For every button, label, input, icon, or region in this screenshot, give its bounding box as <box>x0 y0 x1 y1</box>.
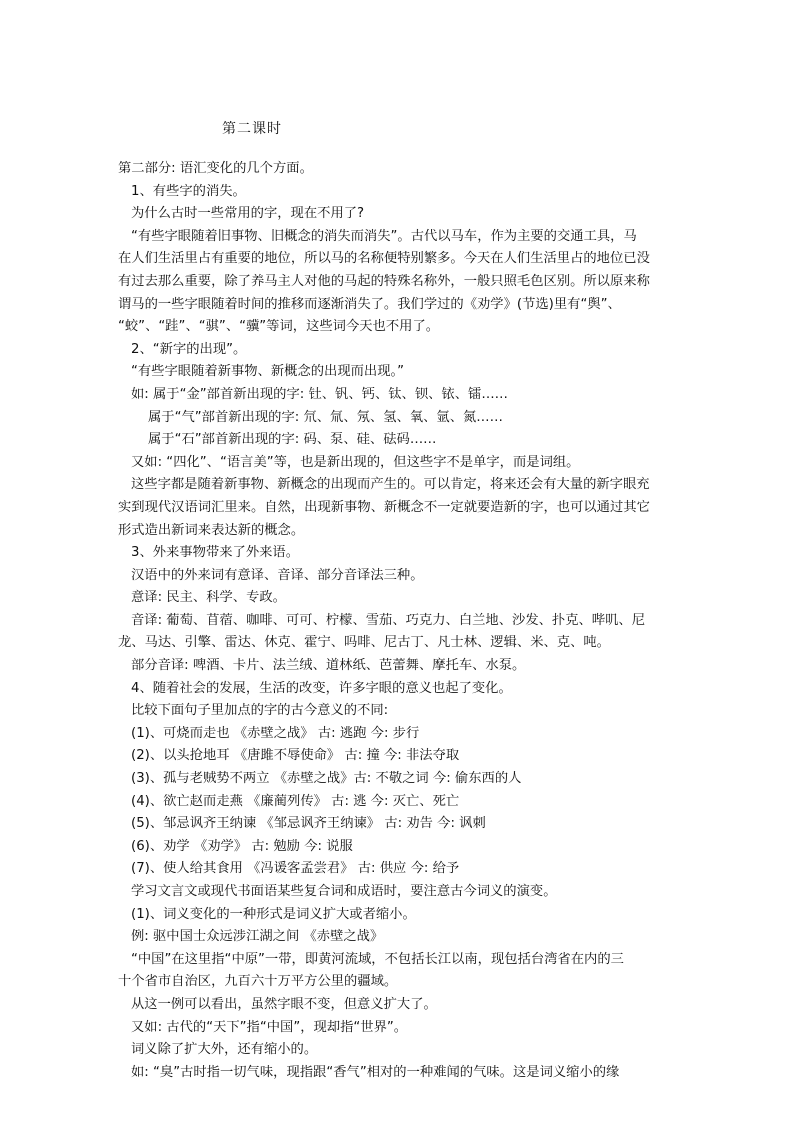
text-line: 谓马的一些字眼随着时间的推移而逐渐消失了。我们学过的《劝学》(节选)里有“舆”、 <box>118 296 621 312</box>
text-line: 这些字都是随着新事物、新概念的出现而产生的。可以肯定，将来还会有大量的新字眼充 <box>131 477 650 493</box>
text-line: 如: “臭”古时指一切气味，现指跟“香气”相对的一种难闻的气味。这是词义缩小的缘 <box>131 1064 620 1080</box>
text-line: “有些字眼随着新事物、新概念的出现而出现。” <box>131 364 405 380</box>
text-line: 从这一例可以看出，虽然字眼不变，但意义扩大了。 <box>131 996 437 1012</box>
text-line: (7)、使人给其食用 《冯谖客孟尝君》 古: 供应 今: 给予 <box>131 861 460 877</box>
text-line: “有些字眼随着旧事物、旧概念的消失而消失”。古代以马车，作为主要的交通工具，马 <box>131 228 637 244</box>
text-line: (4)、欲亡赵而走燕 《廉蔺列传》 古: 逃 今: 灭亡、死亡 <box>131 793 460 809</box>
text-line: 第二部分: 语汇变化的几个方面。 <box>118 161 313 176</box>
text-line: 实到现代汉语词汇里来。自然，出现新事物、新概念不一定就要造新的字，也可以通过其它 <box>118 499 650 515</box>
text-line: 形式造出新词来表达新的概念。 <box>118 522 305 538</box>
text-line: (1)、词义变化的一种形式是词义扩大或者缩小。 <box>131 906 416 922</box>
page-title: 第二课时 <box>222 121 282 137</box>
text-line: 为什么古时一些常用的字，现在不用了? <box>131 206 365 222</box>
document-body <box>118 158 678 1084</box>
text-line: 又如: “四化”、“语言美”等，也是新出现的，但这些字不是单字，而是词组。 <box>131 454 580 470</box>
text-line: 十个省市自治区，九百六十万平方公里的疆域。 <box>118 974 398 990</box>
text-line: (5)、邹忌讽齐王纳谏 《邹忌讽齐王纳谏》 古: 劝告 今: 讽刺 <box>131 816 486 832</box>
text-line: 2、“新字的出现”。 <box>131 341 247 357</box>
text-line: 意译: 民主、科学、专政。 <box>131 590 286 606</box>
text-line: “蛟”、“跬”、“骐”、“骥”等词，这些词今天也不用了。 <box>118 319 440 335</box>
text-line: “中国”在这里指“中原”一带，即黄河流域，不包括长江以南，现包括台湾省在内的三 <box>131 951 624 967</box>
text-line: (6)、劝学 《劝学》 古: 勉励 今: 说服 <box>131 838 353 854</box>
text-line: 1、有些字的消失。 <box>131 183 246 199</box>
text-line: (2)、以头抢地耳 《唐雎不辱使命》 古: 撞 今: 非法夺取 <box>131 748 460 764</box>
text-line: 例: 驱中国士众远涉江湖之间 《赤壁之战》 <box>131 929 384 945</box>
text-line: 学习文言文或现代书面语某些复合词和成语时，要注意古今词义的演变。 <box>131 884 557 899</box>
text-line: (1)、可烧而走也 《赤壁之战》 古: 逃跑 今: 步行 <box>131 725 420 741</box>
text-line: 词义除了扩大外，还有缩小的。 <box>131 1042 318 1058</box>
text-line: 3、外来事物带来了外来语。 <box>131 545 300 561</box>
text-line: 又如: 古代的“天下”指“中国”，现却指“世界”。 <box>131 1019 408 1035</box>
text-line: 属于“石”部首新出现的字: 码、泵、硅、砝码…… <box>148 432 437 448</box>
text-line: 有过去那么重要，除了养马主人对他的马起的特殊名称外，一般只照毛色区别。所以原来称 <box>118 273 650 289</box>
text-line: 4、随着社会的发展，生活的改变，许多字眼的意义也起了变化。 <box>131 680 512 696</box>
text-line: (3)、孤与老贼势不两立 《赤壁之战》古: 不敬之词 今: 偷东西的人 <box>131 771 522 787</box>
text-line: 比较下面句子里加点的字的古今意义的不同: <box>131 703 389 719</box>
text-line: 汉语中的外来词有意译、音译、部分音译法三种。 <box>131 567 424 583</box>
text-line: 音译: 葡萄、苜蓿、咖啡、可可、柠檬、雪茄、巧克力、白兰地、沙发、扑克、哔叽、尼 <box>131 612 645 628</box>
text-line: 部分音译: 啤酒、卡片、法兰绒、道林纸、芭蕾舞、摩托车、水泵。 <box>131 658 526 674</box>
text-line: 如: 属于“金”部首新出现的字: 钍、钒、钙、钛、钡、铱、镭…… <box>131 386 508 402</box>
text-line: 在人们生活里占有重要的地位，所以马的名称便特别繁多。今天在人们生活里占的地位已没 <box>118 251 650 267</box>
text-line: 属于“气”部首新出现的字: 氘、氚、氖、氢、氧、氩、氮…… <box>148 409 503 425</box>
text-line: 龙、马达、引擎、雷达、休克、霍宁、吗啡、尼古丁、凡士林、逻辑、米、克、吨。 <box>118 635 610 651</box>
